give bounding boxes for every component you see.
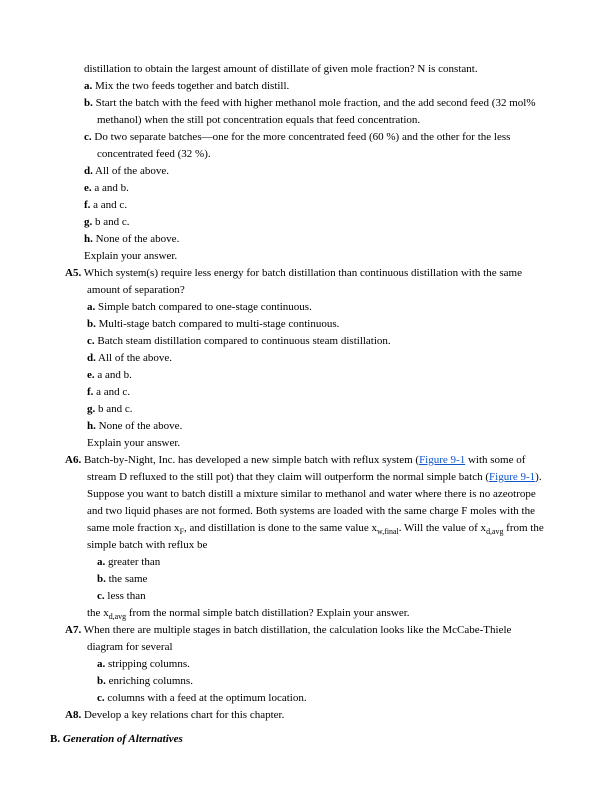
option-line: e. a and b.	[87, 369, 132, 381]
option-letter: e.	[84, 182, 92, 194]
option-letter: d.	[87, 352, 96, 364]
section-title: Generation of Alternatives	[62, 733, 183, 745]
document-content	[0, 61, 614, 748]
option-line: d. All of the above.	[84, 165, 169, 177]
question-paragraph: A6. Batch-by-Night, Inc. has developed a new simple batch with reflux system (Figure 9-1 with some of stream D refluxed to the still pot) that they claim will outperform the normal simple batch (Figure 9-1). Suppose you want to batch distill a mixture similar to methanol and water where there is no azeotrope and two liquid phases are not formed. Both systems are loaded with the same charge F moles with the same mole fraction $x_F$, and distillation is done to the same value $x_{w,final}$. Will the value of $x_{d,avg}$ from the simple batch with reflux be	[65, 454, 544, 551]
option-letter: c.	[87, 335, 95, 347]
option-line: g. b and c.	[84, 216, 130, 228]
option-letter: h.	[87, 420, 96, 432]
option-line: b. Multi-stage batch compared to multi-stage continuous.	[87, 318, 340, 330]
paragraph: distillation to obtain the largest amount of distillate of given mole fraction? N is constant.	[84, 63, 478, 75]
option-letter: b.	[97, 675, 106, 687]
option-line: b. the same	[97, 573, 148, 585]
option-line: a. Mix the two feeds together and batch distill.	[84, 80, 290, 92]
section-heading	[50, 731, 614, 748]
option-line: b. Start the batch with the feed with higher methanol mole fraction, and the add second feed (32 mol% methanol) when the still pot concentration equals that feed concentration.	[84, 97, 536, 126]
option-letter: b.	[87, 318, 96, 330]
question-label: A6.	[65, 454, 82, 466]
option-letter: g.	[84, 216, 93, 228]
option-line: e. a and b.	[84, 182, 129, 194]
option-line: c. columns with a feed at the optimum location.	[97, 692, 307, 704]
option-line: g. b and c.	[87, 403, 133, 415]
option-line: h. None of the above.	[84, 233, 180, 245]
option-letter: a.	[97, 658, 106, 670]
option-line: a. greater than	[97, 556, 161, 568]
paragraph: Explain your answer.	[87, 437, 181, 449]
option-letter: b.	[84, 97, 93, 109]
option-letter: h.	[84, 233, 93, 245]
option-letter: f.	[84, 199, 91, 211]
subscript: w,final	[377, 527, 399, 537]
option-line: a. stripping columns.	[97, 658, 190, 670]
question-paragraph: A7. When there are multiple stages in batch distillation, the calculation looks like the McCabe-Thiele diagram for several	[65, 624, 512, 653]
section-label: B.	[50, 733, 61, 745]
paragraph: Explain your answer.	[84, 250, 178, 262]
option-letter: g.	[87, 403, 96, 415]
figure-link[interactable]: Figure 9-1	[489, 471, 536, 483]
option-letter: c.	[97, 590, 105, 602]
option-letter: b.	[97, 573, 106, 585]
option-line: c. Batch steam distillation compared to continuous steam distillation.	[87, 335, 391, 347]
option-line: f. a and c.	[87, 386, 131, 398]
option-line: a. Simple batch compared to one-stage continuous.	[87, 301, 312, 313]
option-line: h. None of the above.	[87, 420, 183, 432]
option-line: d. All of the above.	[87, 352, 172, 364]
subscript: d,avg	[108, 612, 127, 622]
question-paragraph: A5. Which system(s) require less energy for batch distillation than continuous distillation with the same amount of separation?	[65, 267, 522, 296]
option-line: c. Do two separate batches—one for the more concentrated feed (60 %) and the other for the less concentrated feed (32 %).	[84, 131, 511, 160]
option-line: c. less than	[97, 590, 146, 602]
question-label: A8.	[65, 709, 82, 721]
subscript: d,avg	[486, 527, 504, 537]
option-letter: c.	[84, 131, 92, 143]
option-letter: a.	[97, 556, 106, 568]
option-line: f. a and c.	[84, 199, 128, 211]
paragraph: the $x_{d,avg}$ from the normal simple batch distillation? Explain your answer.	[87, 607, 410, 622]
subscript: F	[179, 527, 184, 537]
question-label: A5.	[65, 267, 82, 279]
question-paragraph: A8. Develop a key relations chart for this chapter.	[65, 709, 285, 721]
option-line: b. enriching columns.	[97, 675, 193, 687]
option-letter: a.	[87, 301, 96, 313]
option-letter: a.	[84, 80, 93, 92]
figure-link[interactable]: Figure 9-1	[419, 454, 466, 466]
option-letter: c.	[97, 692, 105, 704]
option-letter: e.	[87, 369, 95, 381]
option-letter: d.	[84, 165, 93, 177]
option-letter: f.	[87, 386, 94, 398]
question-label: A7.	[65, 624, 82, 636]
